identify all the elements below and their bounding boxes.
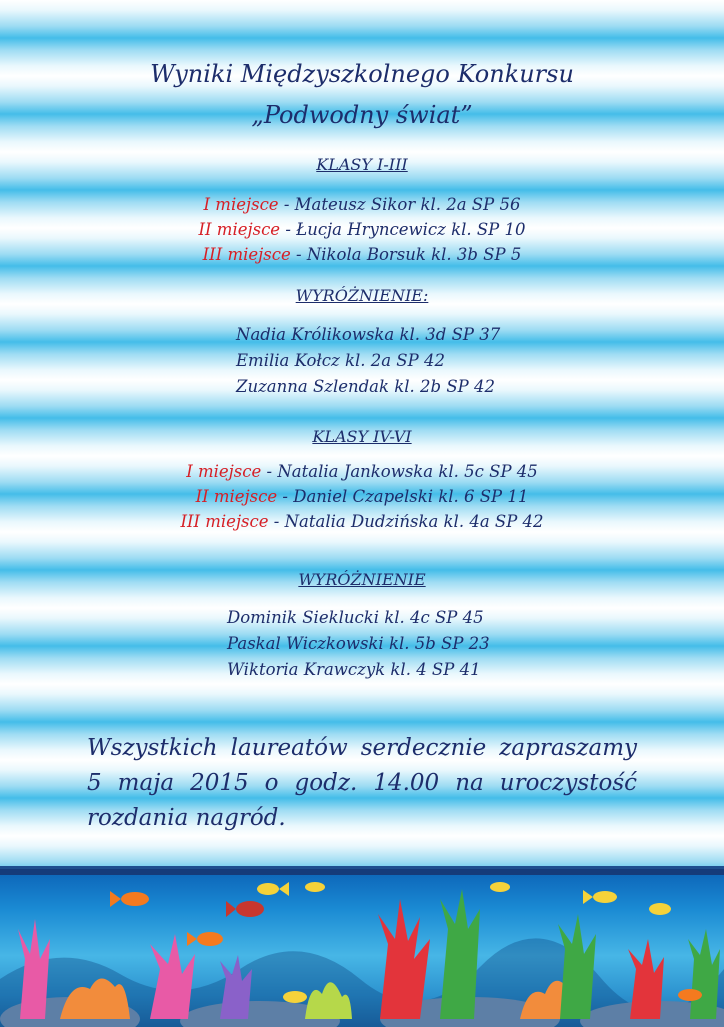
place-label: II miejsce [195, 487, 278, 506]
honor-item: Zuzanna Szlendak kl. 2b SP 42 [236, 377, 495, 396]
place-row [0, 195, 724, 214]
honor-list [227, 605, 490, 683]
honor-list [236, 322, 500, 400]
winner-name: Łucja Hryncewicz kl. SP 10 [296, 220, 526, 239]
honor-item: Wiktoria Krawczyk kl. 4 SP 41 [227, 660, 481, 679]
place-separator: - [290, 245, 307, 264]
honor-item: Dominik Sieklucki kl. 4c SP 45 [227, 608, 484, 627]
section-heading-klasy-4-6: KLASY IV-VI [312, 427, 412, 446]
place-row [0, 220, 724, 239]
place-separator: - [280, 220, 297, 239]
place-row [0, 487, 724, 506]
place-separator: - [278, 195, 295, 214]
place-separator: - [268, 512, 285, 531]
place-label: I miejsce [186, 462, 262, 481]
section-heading-klasy-1-3: KLASY I-III [316, 155, 408, 174]
title-line-1: Wyniki Międzyszkolnego Konkursu [150, 60, 574, 88]
coral-reef-illustration [0, 866, 724, 1027]
place-separator: - [261, 462, 278, 481]
winner-name: Daniel Czapelski kl. 6 SP 11 [293, 487, 529, 506]
place-label: III miejsce [180, 512, 269, 531]
invitation-text: Wszystkich laureatów serdecznie zapraszamy 5 maja 2015 o godz. 14.00 na uroczystość rozdania nagród. [87, 735, 637, 831]
winner-name: Natalia Dudzińska kl. 4a SP 42 [284, 512, 544, 531]
place-row [0, 245, 724, 264]
honor-heading: WYRÓŻNIENIE: [295, 286, 429, 305]
place-row [0, 512, 724, 531]
honor-item: Paskal Wiczkowski kl. 5b SP 23 [227, 634, 490, 653]
place-label: I miejsce [203, 195, 279, 214]
winner-name: Natalia Jankowska kl. 5c SP 45 [277, 462, 538, 481]
place-label: II miejsce [198, 220, 281, 239]
honor-item: Emilia Kołcz kl. 2a SP 42 [236, 351, 445, 370]
place-row [0, 462, 724, 481]
honor-heading: WYRÓŻNIENIE [298, 570, 426, 589]
place-label: III miejsce [202, 245, 291, 264]
honor-item: Nadia Królikowska kl. 3d SP 37 [236, 325, 501, 344]
winner-name: Mateusz Sikor kl. 2a SP 56 [294, 195, 521, 214]
place-separator: - [277, 487, 294, 506]
title-line-2: „Podwodny świat” [251, 101, 473, 129]
winner-name: Nikola Borsuk kl. 3b SP 5 [306, 245, 522, 264]
